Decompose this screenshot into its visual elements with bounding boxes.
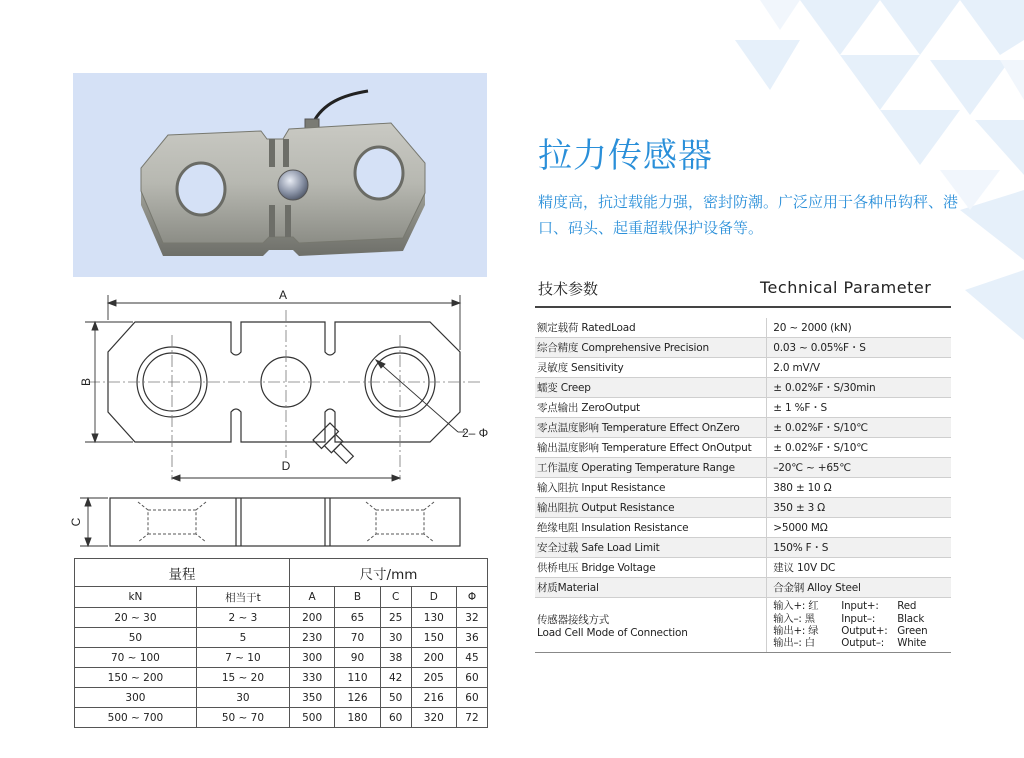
spec-value: –20℃ ~ +65℃ [767, 458, 951, 478]
spec-row [535, 338, 951, 358]
spec-row [535, 478, 951, 498]
wire-color: Green [897, 625, 928, 637]
table-cell: 150 ~ 200 [75, 668, 197, 688]
spec-row [535, 578, 951, 598]
table-cell: 350 [289, 688, 334, 708]
table-cell: 500 [289, 708, 334, 728]
connection-label-cn: 传感器接线方式 [537, 613, 610, 626]
table-cell: 20 ~ 30 [75, 608, 197, 628]
dimension-label-d: D [281, 459, 291, 473]
table-cell: 15 ~ 20 [196, 668, 289, 688]
table-cell: 60 [380, 708, 411, 728]
table-cell: 50 [75, 628, 197, 648]
table-cell: 330 [289, 668, 334, 688]
spec-row [535, 518, 951, 538]
spec-name: 输出温度影响 Temperature Effect OnOutput [535, 438, 767, 458]
table-cell: 70 [335, 628, 380, 648]
spec-table [535, 318, 951, 653]
table-cell: 2 ~ 3 [196, 608, 289, 628]
column-header: A [289, 587, 334, 608]
connection-row [535, 598, 951, 653]
table-cell: 32 [456, 608, 487, 628]
spec-value: ± 0.02%F・S/10℃ [767, 418, 951, 438]
table-row [75, 688, 488, 708]
spec-value: 350 ± 3 Ω [767, 498, 951, 518]
wire-en: Output–: [841, 637, 885, 650]
spec-name: 灵敏度 Sensitivity [535, 358, 767, 378]
connection-label [535, 598, 767, 653]
table-cell: 500 ~ 700 [75, 708, 197, 728]
hole-diameter-label: 2– Φ [462, 426, 489, 440]
table-row [75, 708, 488, 728]
table-cell: 50 ~ 70 [196, 708, 289, 728]
table-row [75, 628, 488, 648]
table-cell: 130 [411, 608, 456, 628]
table-cell: 180 [335, 708, 380, 728]
spec-row [535, 498, 951, 518]
dim-table-header-row [75, 587, 488, 608]
table-cell: 50 [380, 688, 411, 708]
spec-value: 2.0 mV/V [767, 358, 951, 378]
wire-color: Red [897, 600, 917, 613]
table-cell: 36 [456, 628, 487, 648]
spec-name: 蠕变 Creep [535, 378, 767, 398]
table-cell: 230 [289, 628, 334, 648]
spec-name: 工作温度 Operating Temperature Range [535, 458, 767, 478]
heading-rule [535, 306, 951, 308]
column-header: C [380, 587, 411, 608]
table-cell: 205 [411, 668, 456, 688]
spec-value: 380 ± 10 Ω [767, 478, 951, 498]
table-cell: 42 [380, 668, 411, 688]
spec-name: 输入阻抗 Input Resistance [535, 478, 767, 498]
spec-row [535, 458, 951, 478]
spec-name: 供桥电压 Bridge Voltage [535, 558, 767, 578]
dim-table-group-row [75, 559, 488, 587]
spec-value: 合金钢 Alloy Steel [767, 578, 951, 598]
spec-value: 150% F・S [767, 538, 951, 558]
spec-row [535, 538, 951, 558]
dimension-label-c: C [69, 517, 83, 527]
column-header: D [411, 587, 456, 608]
product-description: 精度高，抗过载能力强，密封防潮。广泛应用于各种吊钩秤、港口、码头、起重超载保护设备等。 [538, 193, 959, 237]
connection-label-en: Load Cell Mode of Connection [537, 626, 688, 639]
column-header: kN [75, 587, 197, 608]
wire-en: Input–: [841, 612, 876, 625]
table-cell: 150 [411, 628, 456, 648]
size-group-header: 尺寸/mm [289, 559, 487, 587]
table-cell: 72 [456, 708, 487, 728]
connection-wiring [767, 598, 951, 653]
column-header: Φ [456, 587, 487, 608]
technical-drawing [60, 285, 500, 555]
spec-value: 0.03 ~ 0.05%F・S [767, 338, 951, 358]
table-cell: 5 [196, 628, 289, 648]
spec-name: 绝缘电阻 Insulation Resistance [535, 518, 767, 538]
table-cell: 65 [335, 608, 380, 628]
spec-row [535, 438, 951, 458]
spec-name: 材质Material [535, 578, 767, 598]
table-row [75, 608, 488, 628]
table-cell: 70 ~ 100 [75, 648, 197, 668]
dimension-label-a: A [278, 288, 288, 302]
spec-row [535, 418, 951, 438]
column-header: B [335, 587, 380, 608]
wire-cn: 输出+: 绿 [773, 625, 819, 637]
table-cell: 30 [196, 688, 289, 708]
table-cell: 60 [456, 668, 487, 688]
wire-cn: 输入+: 红 [773, 600, 819, 613]
product-photo [73, 73, 487, 277]
spec-value: ± 1 %F・S [767, 398, 951, 418]
table-cell: 300 [289, 648, 334, 668]
table-cell: 126 [335, 688, 380, 708]
spec-row [535, 318, 951, 338]
table-cell: 45 [456, 648, 487, 668]
wire-cn: 输入–: 黑 [773, 612, 815, 625]
spec-name: 额定载荷 RatedLoad [535, 318, 767, 338]
table-row [75, 648, 488, 668]
wire-en: Input+: [841, 600, 879, 613]
table-cell: 216 [411, 688, 456, 708]
table-cell: 200 [411, 648, 456, 668]
spec-value: 建议 10V DC [767, 558, 951, 578]
tech-params-heading-en: Technical Parameter [760, 278, 932, 297]
spec-name: 安全过载 Safe Load Limit [535, 538, 767, 558]
tech-params-heading-cn: 技术参数 [538, 280, 599, 298]
table-cell: 25 [380, 608, 411, 628]
table-cell: 200 [289, 608, 334, 628]
wire-en: Output+: [841, 625, 888, 637]
spec-row [535, 558, 951, 578]
spec-value: 20 ~ 2000 (kN) [767, 318, 951, 338]
wire-cn: 输出–: 白 [773, 637, 815, 650]
spec-row [535, 398, 951, 418]
wire-color: Black [897, 612, 925, 625]
table-cell: 38 [380, 648, 411, 668]
dimension-table [74, 558, 488, 728]
spec-name: 输出阻抗 Output Resistance [535, 498, 767, 518]
table-cell: 300 [75, 688, 197, 708]
spec-row [535, 358, 951, 378]
range-group-header: 量程 [75, 559, 290, 587]
page-title: 拉力传感器 [538, 136, 713, 176]
spec-value: >5000 MΩ [767, 518, 951, 538]
table-row [75, 668, 488, 688]
spec-name: 零点输出 ZeroOutput [535, 398, 767, 418]
tension-load-cell-image [73, 73, 487, 277]
table-cell: 110 [335, 668, 380, 688]
table-cell: 7 ~ 10 [196, 648, 289, 668]
table-cell: 90 [335, 648, 380, 668]
spec-value: ± 0.02%F・S/10℃ [767, 438, 951, 458]
spec-value: ± 0.02%F・S/30min [767, 378, 951, 398]
dimension-label-b: B [79, 377, 93, 387]
table-cell: 320 [411, 708, 456, 728]
column-header: 相当于t [196, 587, 289, 608]
table-cell: 30 [380, 628, 411, 648]
spec-name: 综合精度 Comprehensive Precision [535, 338, 767, 358]
spec-row [535, 378, 951, 398]
wire-color: White [897, 637, 927, 650]
table-cell: 60 [456, 688, 487, 708]
spec-name: 零点温度影响 Temperature Effect OnZero [535, 418, 767, 438]
